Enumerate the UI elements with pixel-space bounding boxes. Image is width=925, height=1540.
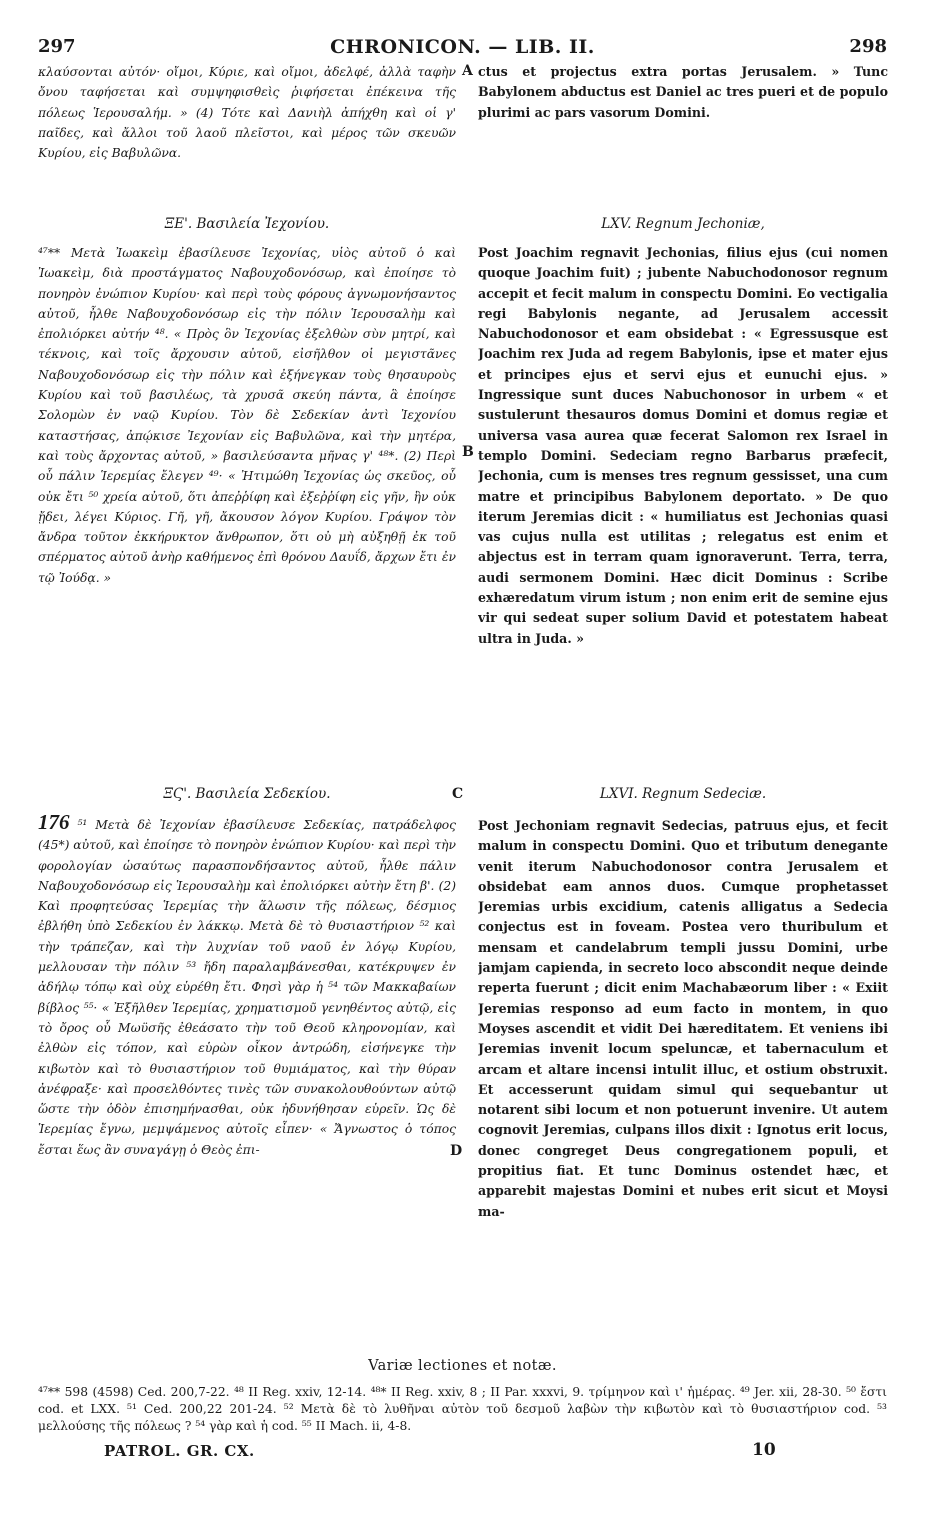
page-number-left: 297 xyxy=(38,36,76,57)
section-66-latin-text: Post Jechoniam regnavit Sedecias, patruus ejus, et fecit malum in conspectu Domini. Quo et tributum denegante venit iterum Nabuchodonosor contra Jerusalem et obsidebat eam annos duos. Cumque prophetasset Jeremias urbis excidium, catenis alligatus a Sedecia conjectus est in foveam. Postea vero thuribulum et mensam et candelabrum templi jussu Domini, urbe jamjam capienda, in secreto loco abscondit neque deinde reperta fuerunt ; dicit enim Machabæorum liber : « Exiit Jeremias responso ad eum facto in montem, in quo Moyses ascendit et vidit Dei hæreditatem. Et veniens ibi Jeremias invenit locum speluncæ, et tabernaculum et arcam et altare incensi intulit illuc, et ostium obstruxit. Et accesserunt quidam simul qui sequebantur ut notarent sibi locum et non potuerunt invenire. Ut autem cognovit Jeremias, culpans illos dixit : Ignotus erit locus, donec congreget Deus congregationem populi, et propitius fiat. Et tunc Dominus ostendet hæc, et apparebit majestas Domini et nubes erit sicut et Moysi ma- xyxy=(478,818,888,1219)
section-65-latin-title: LXV. Regnum Jechoniæ, xyxy=(601,216,765,232)
greek-continuation: κλαύσονται αὐτόν· οἴμοι, Κύριε, καὶ οἴμοι, ἀδελφέ, ἀλλὰ ταφὴν ὄνου ταφήσεται καὶ συμψηφισθεὶς ῥιφήσεται ἐπέκεινα τῆς πόλεως Ἱερουσαλήμ. » (4) Τότε καὶ Δανιὴλ ἀπήχθη καὶ οἱ γ' παῖδες, καὶ ἄλλοι τοῦ λαοῦ πλεῖστοι, καὶ μέρος τῶν σκευῶν Κυρίου, εἰς Βαβυλῶνα. xyxy=(38,65,456,161)
footer-gathering-number: 10 xyxy=(752,1440,776,1460)
column-marker-b: B xyxy=(462,444,474,460)
section-65-greek-title: ΞΕ'. Βασιλεία Ἰεχονίου. xyxy=(164,216,330,232)
running-header xyxy=(38,36,887,58)
section-66-greek-title: ΞϚ'. Βασιλεία Σεδεκίου. xyxy=(163,786,331,802)
section-65-greek-text: ⁴⁷** Μετὰ Ἰωακεὶμ ἐβασίλευσε Ἰεχονίας, υἱὸς αὐτοῦ ὁ καὶ Ἰωακεὶμ, διὰ προστάγματος Ναβουχοδονόσωρ, καὶ ἐποίησε τὸ πονηρὸν ἐνώπιον Κυρίου· καὶ περὶ τοὺς φόρους ἀγνωμονήσαντος αὐτοῦ, ἦλθε Ναβουχοδονόσωρ εἰς τὴν πόλιν Ἱερουσαλὴμ καὶ ἐπολιόρκει αὐτήν ⁴⁸. « Πρὸς ὃν Ἰεχονίας ἐξελθὼν σὺν μητρί, καὶ τέκνοις, καὶ τοῖς ἄρχουσιν αὐτοῦ, εἰσῆλθον οἱ μεγιστᾶνες Ναβουχοδονόσωρ εἰς τὴν πόλιν καὶ ἐξήνεγκαν τοὺς θησαυροὺς Κυρίου καὶ τοῦ βασιλέως, τὰ χρυσᾶ σκεύη πάντα, ἃ ἐποίησε Σολομὼν ἐν ναῷ Κυρίου. Τὸν δὲ Σεδεκίαν ἀντὶ Ἰεχονίου καταστήσας, ἀπῴκισε Ἰεχονίαν εἰς Βαβυλῶνα, καὶ τὴν μητέρα, καὶ τοὺς ἄρχοντας αὐτοῦ, » βασιλεύσαντα μῆνας γ' ⁴⁸*. (2) Περὶ οὗ πάλιν Ἱερεμίας ἔλεγεν ⁴⁹· « Ἠτιμώθη Ἰεχονίας ὡς σκεῦος, οὗ οὐκ ἔτι ⁵⁰ χρεία αὐτοῦ, ὅτι ἀπεῤῥίφη καὶ ἐξεῤῥίφη εἰς γῆν, ἣν οὐκ ᾔδει, λέγει Κύριος. Γῆ, γῆ, ἄκουσον λόγον Κυρίου. Γράψον τὸν ἄνδρα τοῦτον ἐκκήρυκτον ἄνθρωπον, ὅτι οὐ μὴ αὐξηθῇ ἐκ τοῦ σπέρματος αὐτοῦ ἀνὴρ καθήμενος ἐπὶ θρόνου Δαυΐδ, ἄρχων ἔτι ἐν τῷ Ἰούδᾳ. » xyxy=(38,246,456,585)
footer-signature: PATROL. GR. CX. xyxy=(104,1442,255,1460)
page-number-right: 298 xyxy=(849,36,887,57)
column-marker-a: A xyxy=(462,63,473,79)
section-66-greek-text xyxy=(38,812,456,1357)
column-marker-d: D xyxy=(450,1143,463,1159)
latin-continuation: ctus et projectus extra portas Jerusalem. » Tunc Babylonem abductus est Daniel ac tres pueri et de populo plurimi ac pars vasorum Domini. xyxy=(478,64,888,120)
section-65-latin-text: Post Joachim regnavit Jechonias, filius ejus (cui nomen quoque Joachim fuit) ; jubente Nabuchodonosor regnum accepit et fecit malum in conspectu Domini. Eo vectigalia regi Babylonis negante, ad Jerusalem accessit Nabuchodonosor et eam obsidebat : « Egressusque est Joachim rex Juda ad regem Babylonis, ipse et mater ejus et principes ejus et servi ejus et eunuchi ejus. » Ingressique sunt duces Nabuchonosor in urbem « et sustulerunt thesauros domus Domini et domus regiæ et universa vasa aurea quæ fecerat Salomon rex Israel in templo Domini. Sedeciam regno Barbarus præfecit, Jechonia, cum is menses tres regnum gessisset, una cum matre et principibus Babylonem deportato. » De quo iterum Jeremias dicit : « humiliatus est Jechonias quasi vas cujus nulla est utilitas ; relegatus est enim et abjectus est in terram quam ignoraverunt. Terra, terra, audi sermonem Domini. Hæc dicit Dominus : Scribe exhæredatum virum istum ; non enim erit de semine ejus vir qui sedeat super solium David et potestatem habeat ultra in Juda. » xyxy=(478,245,888,646)
notes-title: Variæ lectiones et notæ. xyxy=(368,1358,557,1374)
section-66-greek-body: ⁵¹ Μετὰ δὲ Ἰεχονίαν ἐβασίλευσε Σεδεκίας, πατράδελφος (45*) αὐτοῦ, καὶ ἐποίησε τὸ πονηρὸν ἐνώπιον Κυρίου· καὶ περὶ τὴν φορολογίαν ὡσαύτως παρασπονδήσαντος αὐτοῦ, ἦλθε πάλιν Ναβουχοδονόσωρ εἰς Ἱερουσαλὴμ καὶ ἐπολιόρκει αὐτὴν ἔτη β'. (2) Καὶ προφητεύσας Ἱερεμίας τὴν ἅλωσιν τῆς πόλεως, δέσμιος ἐβλήθη ὑπὸ Σεδεκίου ἐν λάκκῳ. Μετὰ δὲ τὸ θυσιαστήριον ⁵² καὶ τὴν τράπεζαν, καὶ τὴν λυχνίαν τοῦ ναοῦ ἐν λόγῳ Κυρίου, μελλουσαν τὴν πόλιν ⁵³ ἤδη παραλαμβάνεσθαι, κατέκρυψεν ἐν ἀδήλῳ τόπῳ καὶ οὐχ εὑρέθη ἔτι. Φησὶ γὰρ ἡ ⁵⁴ τῶν Μακκαβαίων βίβλος ⁵⁵· « Ἐξῆλθεν Ἱερεμίας, χρηματισμοῦ γενηθέντος αὐτῷ, εἰς τὸ ὄρος οὗ Μωϋσῆς ἐθεάσατο τὴν τοῦ Θεοῦ κληρονομίαν, καὶ ἐλθὼν εἰς τόπον, καὶ εὑρὼν οἶκον ἀντρώδη, εἰσήνεγκε τὴν κιβωτὸν καὶ τὸ θυσιαστήριον τοῦ θυμιάματος, καὶ τὴν θύραν ἀνέφραξε· καὶ προσελθόντες τινὲς τῶν συνακολουθούντων αὐτῷ ὥστε τὴν ὁδὸν ἐπισημήνασθαι, οὐκ ἠδυνήθησαν εὑρεῖν. Ὡς δὲ Ἱερεμίας ἔγνω, μεμψάμενος αὐτοῖς εἶπεν· « Ἄγνωστος ὁ τόπος ἔσται ἕως ἂν συναγάγῃ ὁ Θεὸς ἐπι- xyxy=(38,818,456,1157)
section-66-latin-title: LXVI. Regnum Sedeciæ. xyxy=(599,786,767,802)
notes-text: ⁴⁷** 598 (4598) Ced. 200,7-22. ⁴⁸ II Reg. xxiv, 12-14. ⁴⁸* II Reg. xxiv, 8 ; II Par. xxxvi, 9. τρίμηνον καὶ ι' ἡμέρας. ⁴⁹ Jer. xii, 28-30. ⁵⁰ ἔστι cod. et LXX. ⁵¹ Ced. 200,22 201-24. ⁵² Μετὰ δὲ τὸ λυθῆναι αὐτὸν τοῦ δεσμοῦ λαβὼν τὴν κιβωτὸν καὶ τὸ θυσιαστήριον cod. ⁵³ μελλούσης τῆς πόλεως ? ⁵⁴ γὰρ καὶ ἡ cod. ⁵⁵ II Mach. ii, 4-8. xyxy=(38,1385,887,1433)
column-marker-c: C xyxy=(452,786,464,802)
running-title: CHRONICON. — LIB. II. xyxy=(330,36,595,58)
page-marker-176: 176 xyxy=(38,812,70,834)
